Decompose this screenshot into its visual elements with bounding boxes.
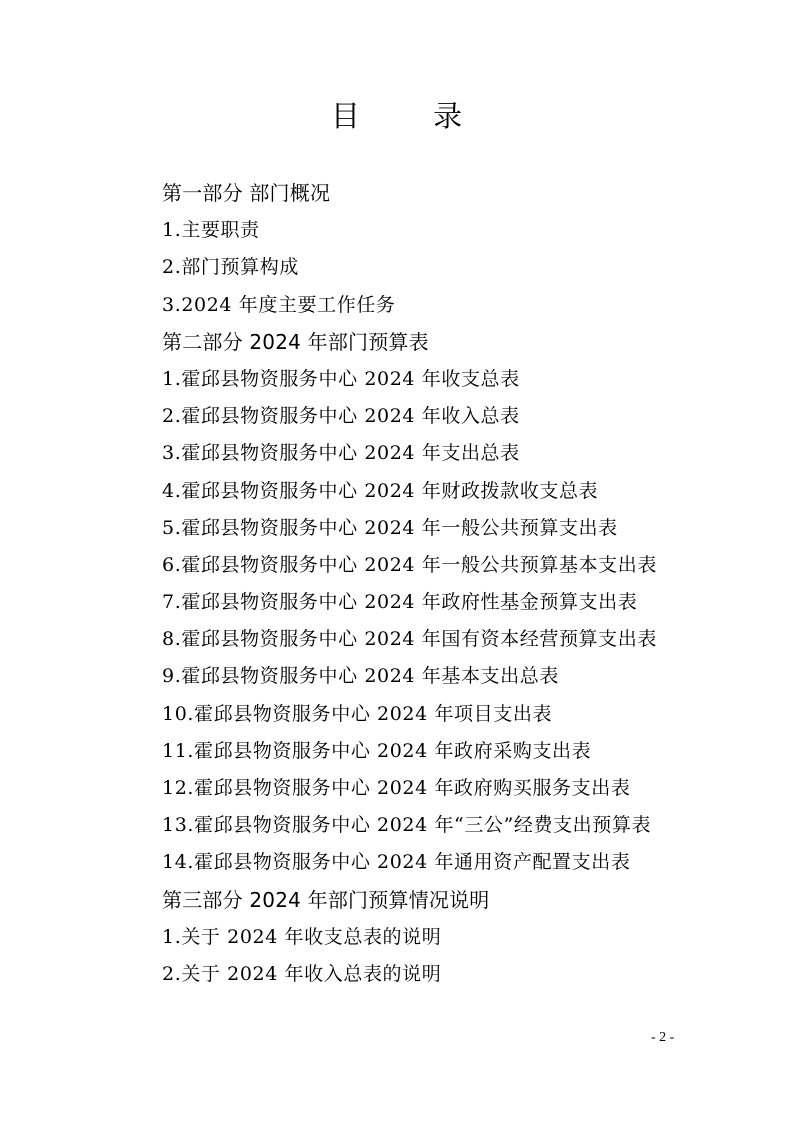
toc-item: 7.霍邱县物资服务中心 2024 年政府性基金预算支出表 bbox=[162, 591, 638, 614]
toc-section-heading: 第二部分 2024 年部门预算表 bbox=[162, 329, 429, 354]
toc-item: 13.霍邱县物资服务中心 2024 年“三公”经费支出预算表 bbox=[162, 814, 652, 837]
toc-item: 11.霍邱县物资服务中心 2024 年政府采购支出表 bbox=[162, 739, 592, 762]
page-title: 目 录 bbox=[330, 99, 495, 133]
table-of-contents bbox=[162, 175, 762, 993]
toc-item: 3.霍邱县物资服务中心 2024 年支出总表 bbox=[162, 442, 520, 465]
page-number: - 2 - bbox=[651, 1030, 675, 1045]
toc-item: 4.霍邱县物资服务中心 2024 年财政拨款收支总表 bbox=[162, 479, 599, 502]
toc-item: 2.霍邱县物资服务中心 2024 年收入总表 bbox=[162, 405, 520, 428]
toc-item: 8.霍邱县物资服务中心 2024 年国有资本经营预算支出表 bbox=[162, 628, 657, 651]
toc-item: 10.霍邱县物资服务中心 2024 年项目支出表 bbox=[162, 702, 553, 725]
toc-item: 14.霍邱县物资服务中心 2024 年通用资产配置支出表 bbox=[162, 851, 631, 874]
toc-item: 9.霍邱县物资服务中心 2024 年基本支出总表 bbox=[162, 665, 559, 688]
toc-item: 5.霍邱县物资服务中心 2024 年一般公共预算支出表 bbox=[162, 516, 618, 539]
toc-item: 2.部门预算构成 bbox=[162, 256, 299, 279]
toc-section-heading: 第一部分 部门概况 bbox=[162, 181, 331, 205]
toc-item: 1.关于 2024 年收支总表的说明 bbox=[162, 925, 442, 948]
toc-item: 1.霍邱县物资服务中心 2024 年收支总表 bbox=[162, 367, 520, 390]
toc-item: 6.霍邱县物资服务中心 2024 年一般公共预算基本支出表 bbox=[162, 553, 657, 576]
toc-item: 1.主要职责 bbox=[162, 219, 260, 242]
toc-section-heading: 第三部分 2024 年部门预算情况说明 bbox=[162, 887, 490, 912]
toc-item: 3.2024 年度主要工作任务 bbox=[162, 293, 396, 316]
toc-item: 2.关于 2024 年收入总表的说明 bbox=[162, 962, 442, 985]
toc-item: 12.霍邱县物资服务中心 2024 年政府购买服务支出表 bbox=[162, 777, 631, 799]
